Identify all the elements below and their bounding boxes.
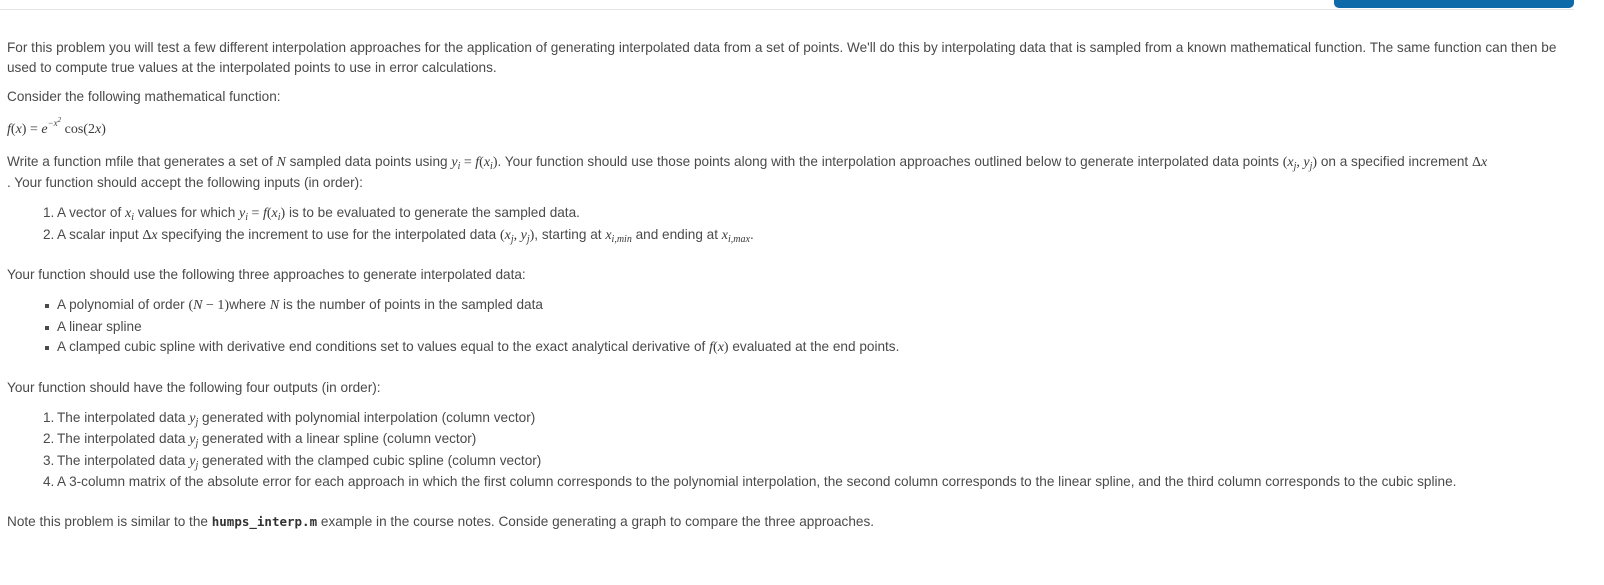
list-item: 2. A scalar input Δx specifying the increment to use for the interpolated data ($x_j$, $y_j$), starting at $x_{i,min}$ and ending at $x_{i,max}$. [43, 226, 754, 245]
list-item: A polynomial of order (N − 1)where N is the number of points in the sampled data [7, 295, 1567, 317]
list-item: 1. The interpolated data $y_j$ generated with polynomial interpolation (column vector) [43, 409, 536, 428]
list-item: A clamped cubic spline with derivative end conditions set to values equal to the exact analytical derivative of f(x) evaluated at the end points. [7, 337, 1567, 359]
list-item: 1. A vector of $x_i$ values for which $y_i = f(x_i)$ is to be evaluated to generate the sampled data. [43, 205, 580, 223]
note-paragraph: Note this problem is similar to the humps_interp.m example in the course notes. Conside generating a graph to compare the three approaches. [7, 513, 875, 529]
consider-paragraph: Consider the following mathematical function: [7, 89, 281, 104]
approaches-intro: Your function should use the following three approaches to generate interpolated data: [7, 267, 526, 282]
outputs-intro: Your function should have the following four outputs (in order): [7, 379, 381, 395]
bullet-icon [45, 346, 49, 350]
list-item: 4. A 3-column matrix of the absolute error for each approach in which the first column corresponds to the polynomial interpolation, the second column corresponds to the linear spline, and the third column corresponds to the cubic spline. [43, 474, 1457, 489]
function-formula: $f(x) = e^{-x^2}$ cos(2x) [7, 116, 106, 137]
bullet-icon [45, 326, 49, 330]
header-divider [0, 9, 1574, 10]
list-item: A linear spline [7, 317, 1567, 338]
approaches-list [7, 295, 1567, 359]
bullet-icon [45, 304, 49, 308]
intro-paragraph: For this problem you will test a few different interpolation approaches for the application of generating interpolated data from a set of points. We'll do this by interpolating data that is sampled from a known mathematical function. The same function can then be used to compute true values at the interpolated points to use in error calculations. [7, 40, 1557, 75]
list-item: 3. The interpolated data $y_j$ generated with the clamped cubic spline (column vector) [43, 452, 542, 471]
code-filename: humps_interp.m [211, 513, 318, 529]
inputs-list [7, 203, 1567, 246]
outputs-list [7, 408, 1567, 493]
instructions-paragraph: Write a function mfile that generates a set of N sampled data points using $y_i = f(x_i)$. Your function should use those points along with the interpolation approaches outlined below to generate interpolated data points ($x_j$, $y_j$) on a specified increment Δx . Your function should accept the following inputs (in order): [7, 154, 1488, 190]
submit-button[interactable] [1334, 0, 1574, 8]
problem-body [7, 38, 1567, 532]
list-item: 2. The interpolated data $y_j$ generated with a linear spline (column vector) [43, 431, 477, 449]
